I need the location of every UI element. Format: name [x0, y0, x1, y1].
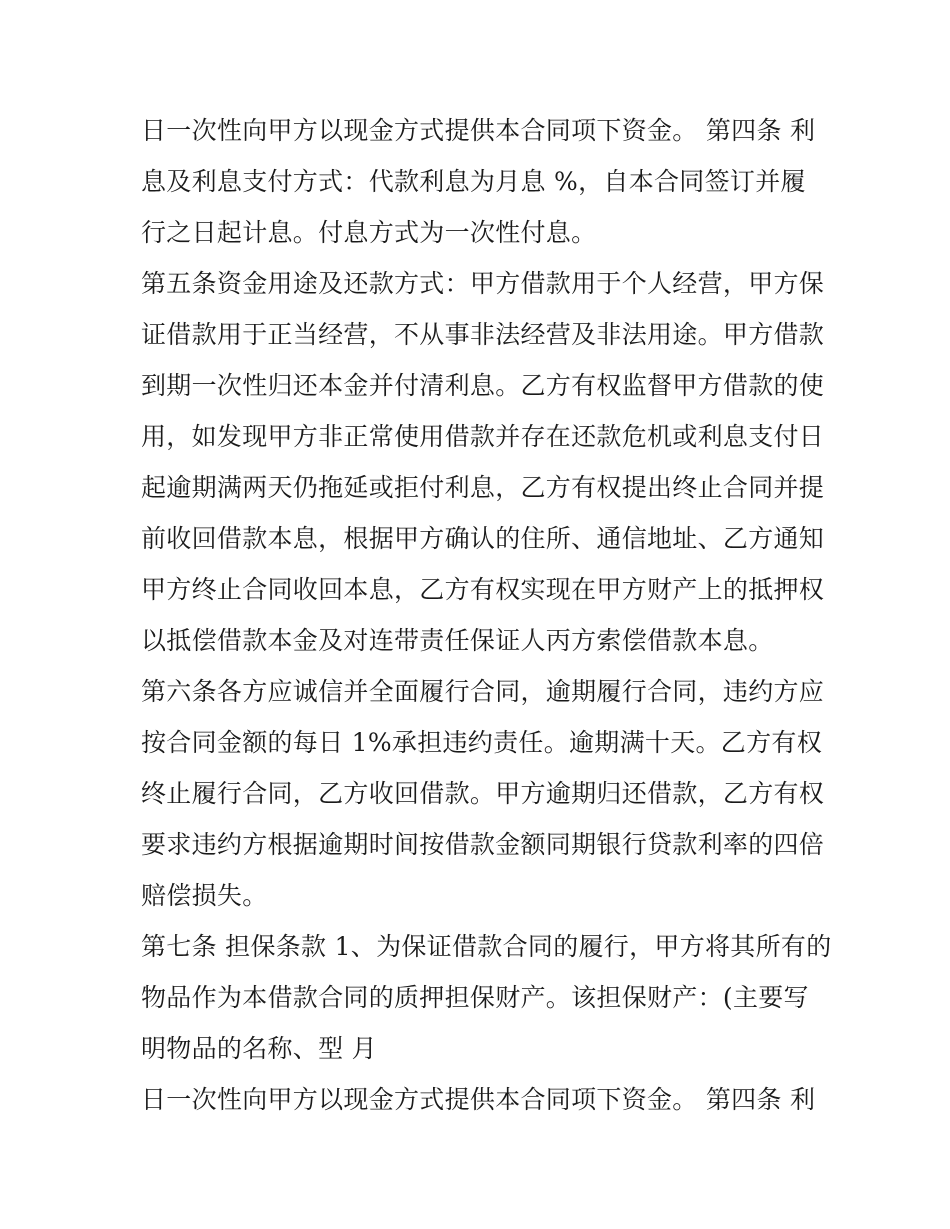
text-line: 甲方终止合同收回本息，乙方有权实现在甲方财产上的抵押权 [141, 575, 825, 604]
text-line: 物品作为本借款合同的质押担保财产。该担保财产：(主要写 [141, 983, 809, 1012]
text-line: 要求违约方根据逾期时间按借款金额同期银行贷款利率的四倍 [141, 830, 825, 859]
text-line: 行之日起计息。付息方式为一次性付息。 [141, 218, 597, 247]
text-line: 证借款用于正当经营，不从事非法经营及非法用途。甲方借款 [141, 320, 825, 349]
text-line: 第六条各方应诚信并全面履行合同，逾期履行合同，违约方应 [141, 677, 825, 706]
text-line: 日一次性向甲方以现金方式提供本合同项下资金。 第四条 利 [141, 116, 816, 145]
text-line: 用，如发现甲方非正常使用借款并存在还款危机或利息支付日 [141, 422, 825, 451]
text-line: 第七条 担保条款 1、为保证借款合同的履行，甲方将其所有的 [141, 932, 832, 961]
text-line: 前收回借款本息，根据甲方确认的住所、通信地址、乙方通知 [141, 524, 825, 553]
text-line: 赔偿损失。 [141, 881, 268, 910]
text-line: 日一次性向甲方以现金方式提供本合同项下资金。 第四条 利 [141, 1085, 816, 1114]
text-line: 第五条资金用途及还款方式：甲方借款用于个人经营，甲方保 [141, 269, 825, 298]
text-line: 到期一次性归还本金并付清利息。乙方有权监督甲方借款的使 [141, 371, 825, 400]
document-body [141, 112, 832, 1132]
text-line: 按合同金额的每日 1%承担违约责任。逾期满十天。乙方有权 [141, 728, 823, 757]
text-line: 以抵偿借款本金及对连带责任保证人丙方索偿借款本息。 [141, 626, 774, 655]
text-line: 息及利息支付方式：代款利息为月息 %，自本合同签订并履 [141, 167, 806, 196]
text-line: 终止履行合同，乙方收回借款。甲方逾期归还借款，乙方有权 [141, 779, 825, 808]
text-line: 明物品的名称、型 月 [141, 1034, 377, 1063]
text-line: 起逾期满两天仍拖延或拒付利息，乙方有权提出终止合同并提 [141, 473, 825, 502]
